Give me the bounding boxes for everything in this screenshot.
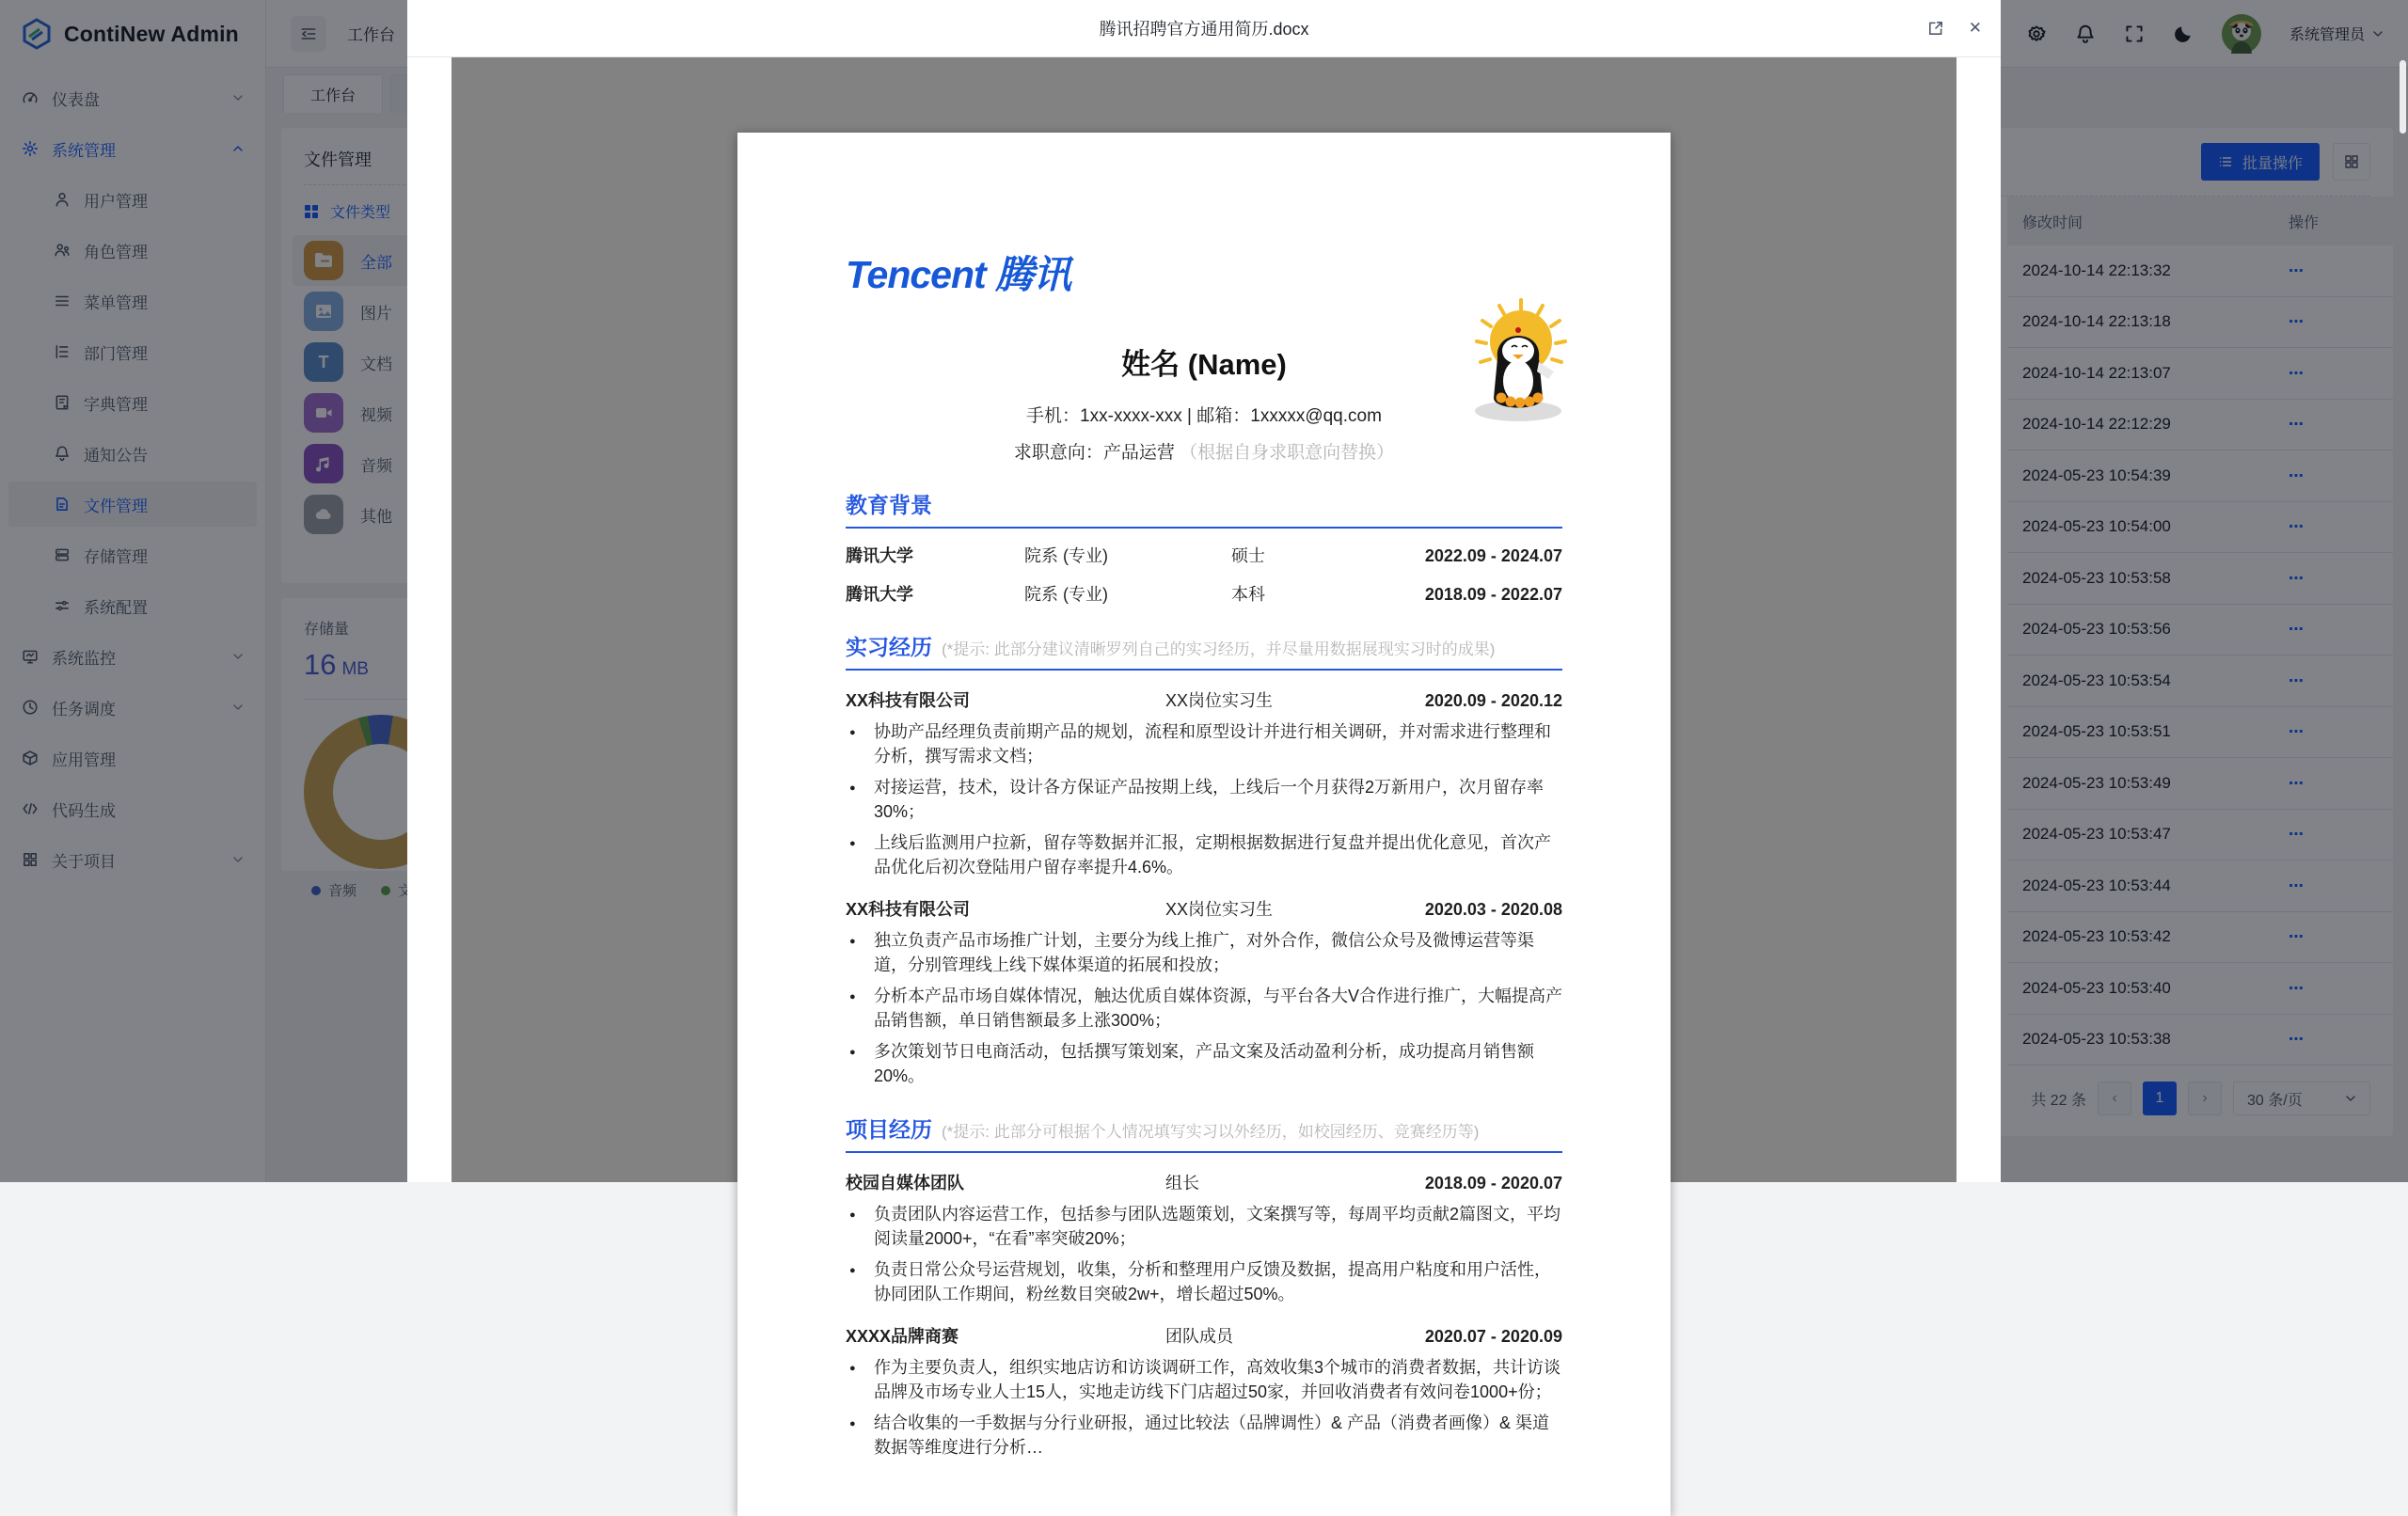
section-rule (846, 669, 1562, 671)
section-rule (846, 527, 1562, 529)
job-header (846, 896, 1562, 921)
bullet: ● 协助产品经理负责前期产品的规划，流程和原型设计并进行相关调研，并对需求进行整理和分析，撰写需求文档； (846, 719, 1562, 768)
open-external-icon[interactable] (1927, 20, 1944, 37)
period: 2018.09 - 2022.07 (1424, 585, 1562, 604)
bullet: ● 分析本产品市场自媒体情况，触达优质自媒体资源，与平台各大V合作进行推广，大幅提高产品销售额，单日销售额最多上涨300%； (846, 984, 1562, 1033)
school: 腾讯大学 (846, 585, 913, 604)
section-education (846, 488, 1562, 606)
resume-name: 姓名 (Name) (1121, 348, 1287, 381)
organization: 校园自媒体团队 (846, 1174, 964, 1192)
scrollbar-thumb[interactable] (2400, 60, 2406, 134)
section-internship (846, 630, 1562, 1088)
tencent-logo: Tencent 腾讯 (846, 253, 1071, 296)
organization: XXXX品牌商赛 (846, 1327, 959, 1346)
period: 2020.09 - 2020.12 (1424, 691, 1562, 710)
section-rule (846, 1151, 1562, 1153)
school: 腾讯大学 (846, 546, 913, 565)
resume-page (737, 133, 1671, 1516)
period: 2022.09 - 2024.07 (1424, 546, 1562, 565)
period: 2020.03 - 2020.08 (1424, 900, 1562, 919)
period: 2020.07 - 2020.09 (1424, 1327, 1562, 1346)
modal-title: 腾讯招聘官方通用简历.docx (1099, 20, 1309, 39)
department: 院系 (专业) (1024, 585, 1108, 604)
section-projects (846, 1113, 1562, 1460)
modal-actions (1927, 19, 1982, 38)
company: XX科技有限公司 (846, 900, 971, 919)
section-heading: 实习经历 (846, 635, 932, 659)
resume-contact: 手机：1xx-xxxx-xxx | 邮箱：1xxxxx@qq.com (1026, 406, 1382, 426)
bullet: ● 负责团队内容运营工作，包括参与团队选题策划，文案撰写等，每周平均贡献2篇图文，平均阅读量2000+，“在看”率突破20%； (846, 1202, 1562, 1251)
job-header (846, 1323, 1562, 1348)
job-bullets (846, 719, 1562, 879)
role: 团队成员 (1165, 1327, 1233, 1346)
role: XX岗位实习生 (1165, 900, 1274, 919)
document-viewer[interactable] (452, 57, 1956, 1457)
bullet: ● 上线后监测用户拉新，留存等数据并汇报，定期根据数据进行复盘并提出优化意见，首次产品优化后初次登陆用户留存率提升4.6%。 (846, 830, 1562, 879)
resume-intent-note: （根据自身求职意向替换） (1180, 443, 1395, 463)
period: 2018.09 - 2020.07 (1424, 1174, 1562, 1192)
role: 组长 (1165, 1174, 1199, 1192)
bullet: ● 对接运营，技术，设计各方保证产品按期上线，上线后一个月获得2万新用户，次月留存率30%； (846, 775, 1562, 824)
degree: 本科 (1231, 585, 1265, 604)
job-bullets (846, 928, 1562, 1088)
education-row (846, 543, 1562, 567)
degree: 硕士 (1231, 546, 1265, 565)
bullet: ● 负责日常公众号运营规划，收集，分析和整理用户反馈及数据，提高用户粘度和用户活性，协同团队工作期间，粉丝数目突破2w+，增长超过50%。 (846, 1257, 1562, 1306)
section-hint: (*提示: 此部分建议清晰罗列自己的实习经历，并尽量用数据展现实习时的成果) (942, 640, 1496, 658)
bullet: ● 结合收集的一手数据与分行业研报，通过比较法（品牌调性）& 产品（消费者画像）& 渠道数据等维度进行分析… (846, 1411, 1562, 1460)
bullet: ● 独立负责产品市场推广计划，主要分为线上推广，对外合作，微信公众号及微博运营等渠道，分别管理线上线下媒体渠道的拓展和投放； (846, 928, 1562, 977)
bullet: ● 多次策划节日电商活动，包括撰写策划案，产品文案及活动盈利分析，成功提高月销售额20%。 (846, 1039, 1562, 1088)
job-bullets (846, 1202, 1562, 1306)
close-icon[interactable]: ✕ (1968, 19, 1982, 37)
bullet: ● 作为主要负责人，组织实地店访和访谈调研工作，高效收集3个城市的消费者数据，共计访谈品牌及市场专业人士15人，实地走访线下门店超过50家，并回收消费者有效问卷1000+份； (846, 1355, 1562, 1404)
resume-intent-text: 求职意向：产品运营 (1013, 443, 1175, 463)
company: XX科技有限公司 (846, 691, 971, 710)
job-header (846, 1170, 1562, 1194)
qq-penguin-mascot (1465, 292, 1576, 422)
section-heading: 项目经历 (846, 1117, 932, 1142)
modal-header (407, 0, 2001, 57)
job-bullets (846, 1355, 1562, 1460)
education-row (846, 581, 1562, 606)
document-preview-modal (407, 0, 2001, 1457)
section-heading: 教育背景 (846, 493, 932, 517)
role: XX岗位实习生 (1165, 691, 1274, 710)
department: 院系 (专业) (1024, 546, 1108, 565)
job-header (846, 687, 1562, 712)
resume-intent (846, 438, 1562, 464)
section-hint: (*提示: 此部分可根据个人情况填写实习以外经历，如校园经历、竞赛经历等) (942, 1123, 1480, 1141)
